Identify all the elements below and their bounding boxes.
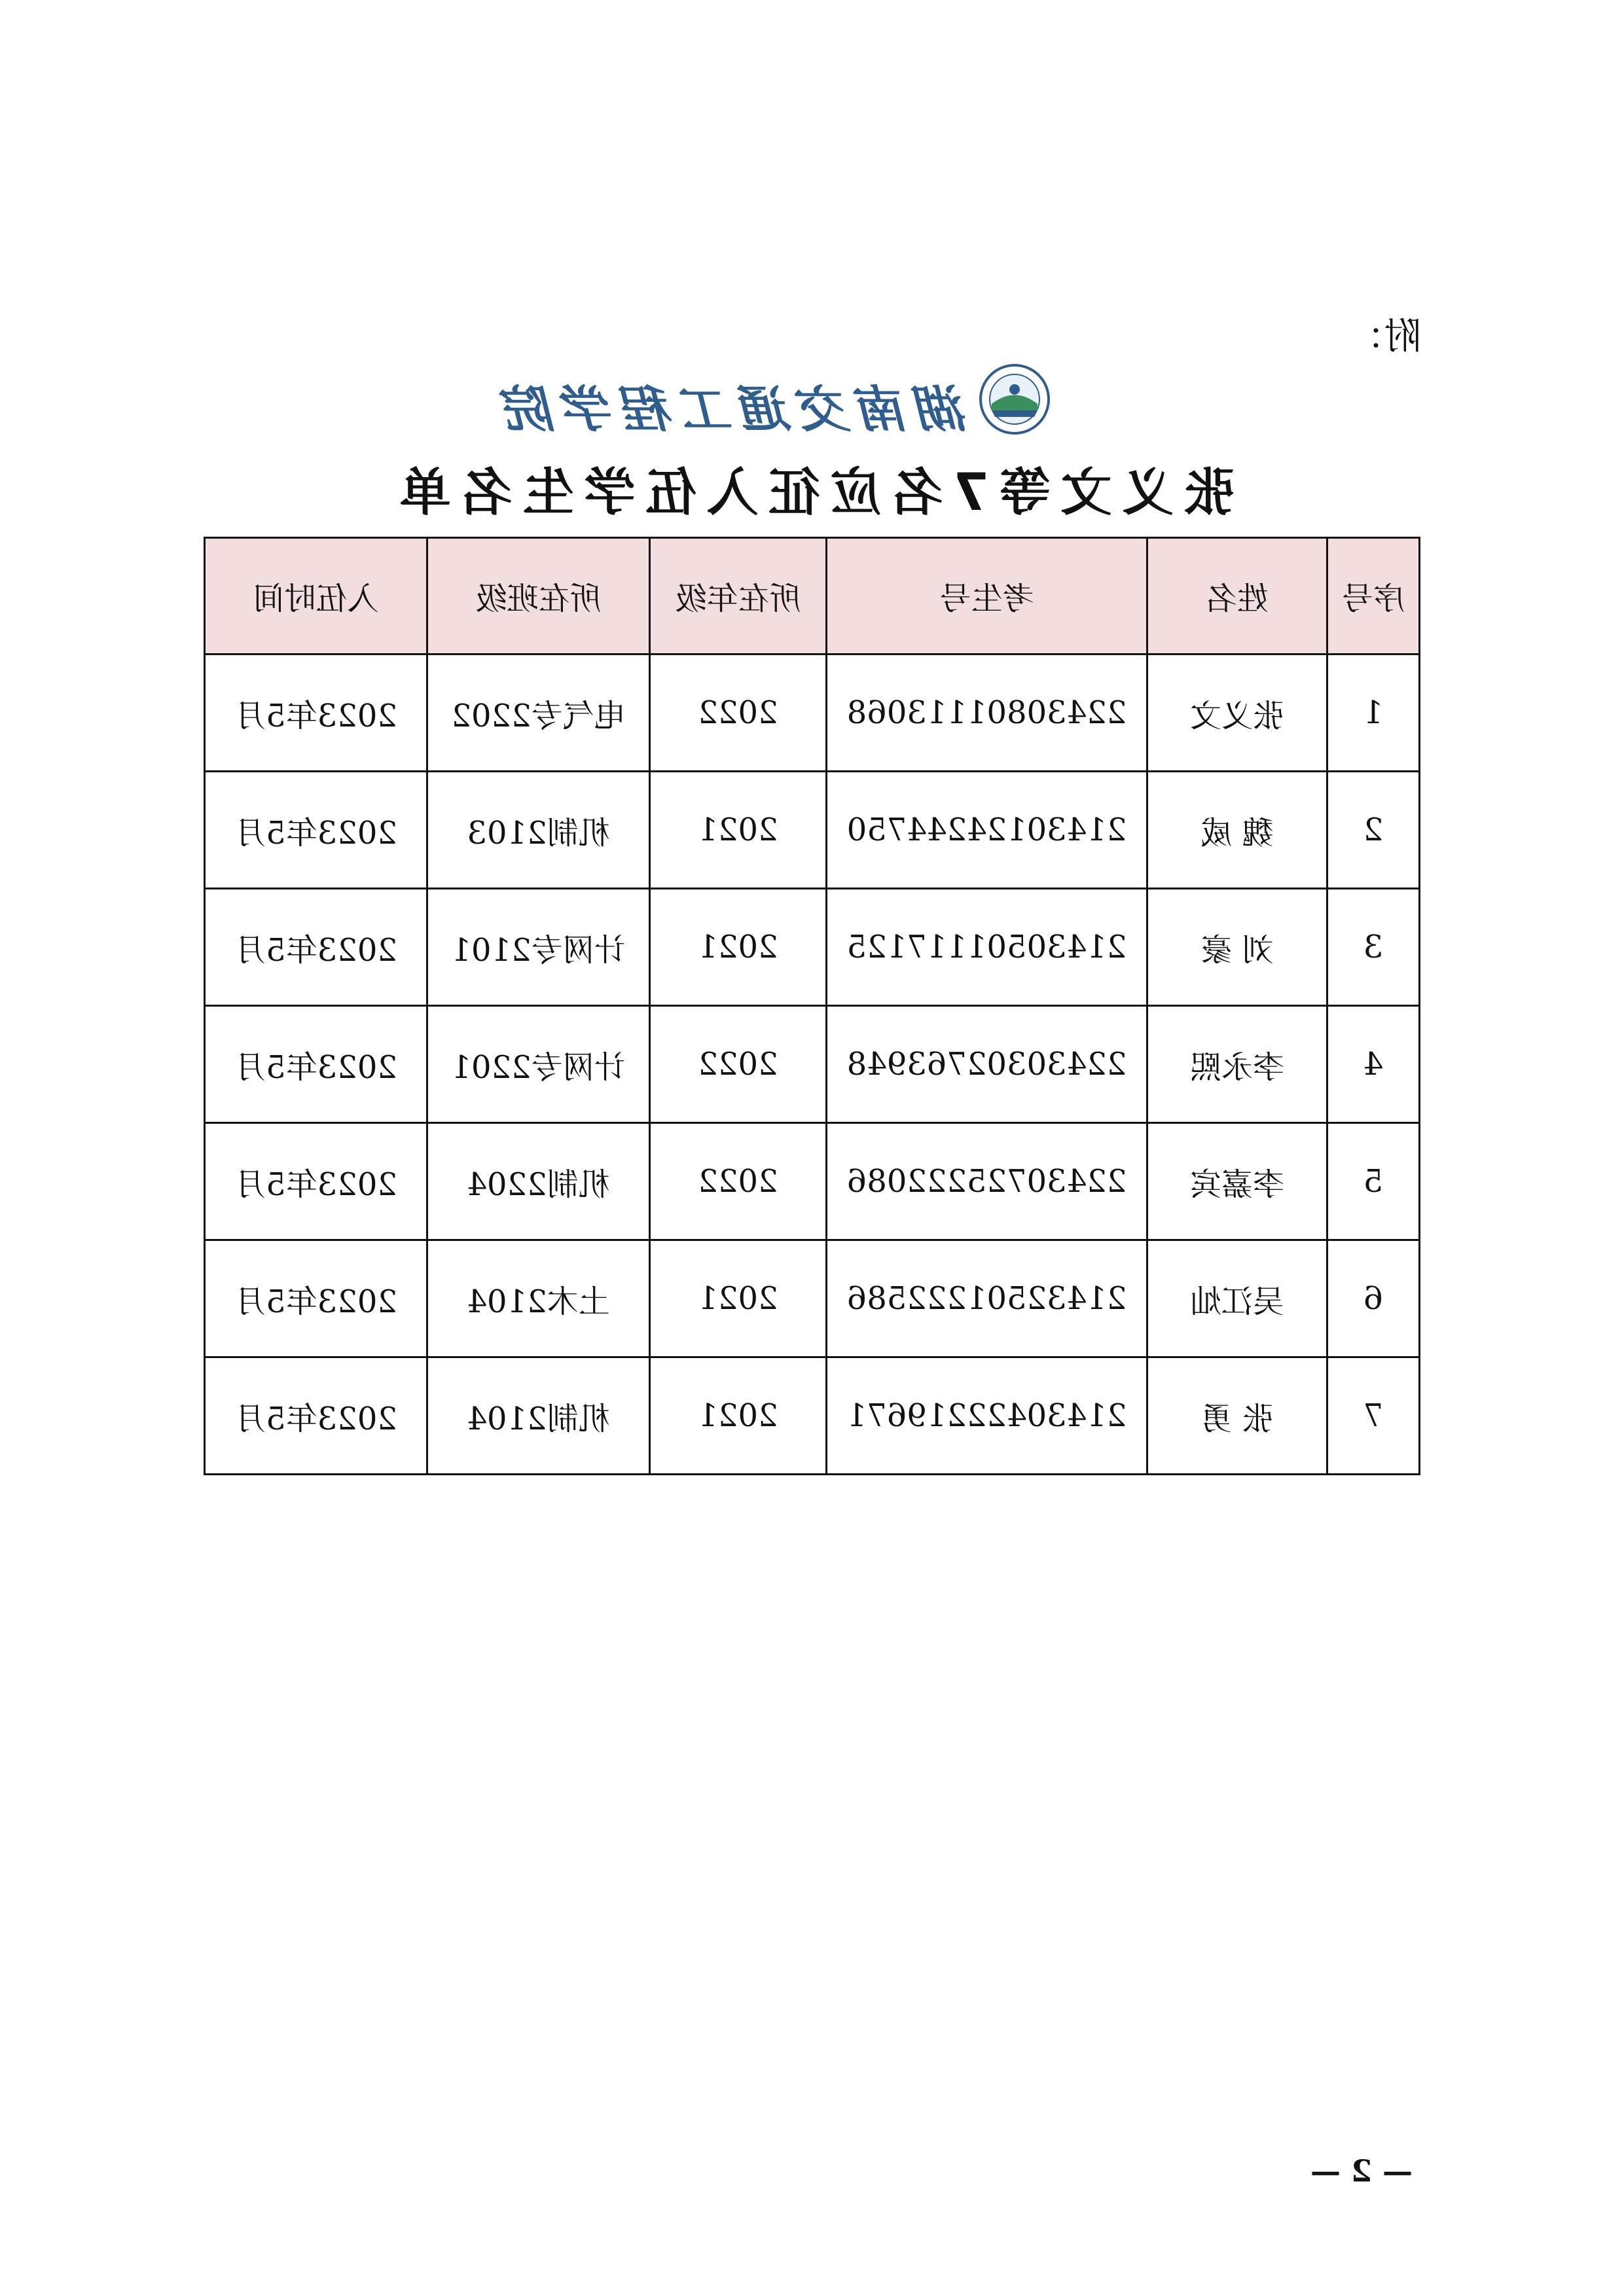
class-cell: 计网专2101 xyxy=(427,889,650,1006)
grade-cell: 2022 xyxy=(650,1006,827,1123)
header-cell: 所在班级 xyxy=(427,538,650,655)
index-cell: 2 xyxy=(1327,772,1420,889)
page-number: — 2 — xyxy=(1310,2153,1413,2189)
exam-number-cell: 22430725222086 xyxy=(827,1123,1147,1240)
header-cell: 考生号 xyxy=(827,538,1147,655)
class-cell: 机制2103 xyxy=(427,772,650,889)
index-cell: 5 xyxy=(1327,1123,1420,1240)
name-cell: 李嘉宾 xyxy=(1147,1123,1327,1240)
enlist-time-cell: 2023年5月 xyxy=(205,1123,427,1240)
school-name-calligraphy: 湖南交通工程学院 xyxy=(497,380,969,439)
enlist-time-cell: 2023年5月 xyxy=(205,1006,427,1123)
enlist-time-cell: 2023年5月 xyxy=(205,655,427,772)
class-cell: 机制2204 xyxy=(427,1123,650,1240)
exam-number-cell: 21432501222586 xyxy=(827,1240,1147,1357)
name-cell: 魏 威 xyxy=(1147,772,1327,889)
class-cell: 土木2104 xyxy=(427,1240,650,1357)
grade-cell: 2021 xyxy=(650,1240,827,1357)
header-cell: 姓名 xyxy=(1147,538,1327,655)
enlist-time-cell: 2023年5月 xyxy=(205,889,427,1006)
enlistment-table xyxy=(204,537,1420,1475)
index-cell: 3 xyxy=(1327,889,1420,1006)
annex-label: 附： xyxy=(1348,315,1421,358)
table-row xyxy=(205,889,1420,1006)
grade-cell: 2022 xyxy=(650,1123,827,1240)
table-header-row xyxy=(205,538,1420,655)
exam-number-cell: 21430124244750 xyxy=(827,772,1147,889)
index-cell: 4 xyxy=(1327,1006,1420,1123)
index-cell: 7 xyxy=(1327,1357,1420,1475)
header-cell: 入伍时间 xyxy=(205,538,427,655)
grade-cell: 2021 xyxy=(650,889,827,1006)
table-row xyxy=(205,1123,1420,1240)
class-cell: 机制2104 xyxy=(427,1357,650,1475)
name-cell: 李永熙 xyxy=(1147,1006,1327,1123)
index-cell: 1 xyxy=(1327,655,1420,772)
name-cell: 刘 豪 xyxy=(1147,889,1327,1006)
enlist-time-cell: 2023年5月 xyxy=(205,1357,427,1475)
exam-number-cell: 21430422219671 xyxy=(827,1357,1147,1475)
grade-cell: 2021 xyxy=(650,1357,827,1475)
table-row xyxy=(205,772,1420,889)
name-cell: 张义文 xyxy=(1147,655,1327,772)
index-cell: 6 xyxy=(1327,1240,1420,1357)
exam-number-cell: 22430801113068 xyxy=(827,655,1147,772)
school-emblem-icon xyxy=(979,363,1051,435)
class-cell: 电气专2202 xyxy=(427,655,650,772)
document-title: 张义文等7名应征入伍学生名单 xyxy=(389,463,1235,522)
grade-cell: 2021 xyxy=(650,772,827,889)
enlist-time-cell: 2023年5月 xyxy=(205,1240,427,1357)
name-cell: 张 勇 xyxy=(1147,1357,1327,1475)
grade-cell: 2022 xyxy=(650,655,827,772)
table-row xyxy=(205,1357,1420,1475)
enlist-time-cell: 2023年5月 xyxy=(205,772,427,889)
name-cell: 吴江灿 xyxy=(1147,1240,1327,1357)
class-cell: 计网专2201 xyxy=(427,1006,650,1123)
header-cell: 所在年级 xyxy=(650,538,827,655)
school-logo xyxy=(497,363,1060,439)
table-row xyxy=(205,1240,1420,1357)
exam-number-cell: 21430501117125 xyxy=(827,889,1147,1006)
table-row xyxy=(205,1006,1420,1123)
table-row xyxy=(205,655,1420,772)
exam-number-cell: 22430302763948 xyxy=(827,1006,1147,1123)
header-cell: 序号 xyxy=(1327,538,1420,655)
